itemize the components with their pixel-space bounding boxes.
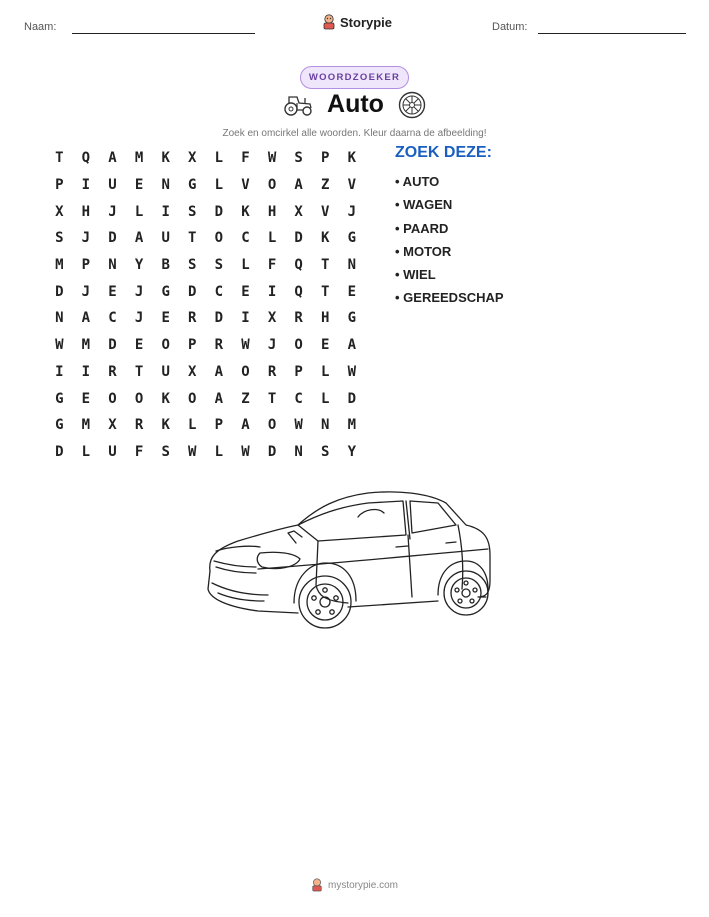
grid-letter[interactable]: L bbox=[267, 230, 277, 247]
tractor-icon bbox=[283, 94, 313, 116]
grid-letter[interactable]: O bbox=[267, 177, 277, 194]
grid-letter[interactable]: S bbox=[188, 203, 197, 220]
date-line[interactable] bbox=[538, 33, 686, 34]
grid-letter[interactable]: S bbox=[55, 230, 64, 247]
grid-letter[interactable]: T bbox=[267, 390, 277, 407]
grid-letter[interactable]: M bbox=[81, 417, 91, 434]
wheel-icon bbox=[398, 91, 426, 119]
grid-letter[interactable]: I bbox=[81, 177, 91, 194]
brand-logo bbox=[322, 14, 392, 30]
grid-letter[interactable]: D bbox=[55, 283, 64, 300]
grid-letter[interactable]: T bbox=[134, 363, 144, 380]
worksheet-header bbox=[0, 0, 709, 50]
grid-letter[interactable]: I bbox=[241, 310, 250, 327]
grid-letter[interactable]: G bbox=[347, 310, 357, 327]
grid-letter[interactable]: R bbox=[214, 337, 224, 354]
grid-letter[interactable]: J bbox=[81, 283, 91, 300]
grid-letter[interactable]: X bbox=[108, 417, 117, 434]
storypie-logo-icon bbox=[322, 14, 336, 30]
grid-letter[interactable]: T bbox=[321, 257, 330, 274]
word-list-item: • MOTOR bbox=[395, 243, 452, 259]
grid-letter[interactable]: J bbox=[134, 310, 144, 327]
grid-letter[interactable]: Q bbox=[294, 257, 303, 274]
word-list-item: • PAARD bbox=[395, 220, 449, 236]
grid-letter[interactable]: E bbox=[108, 283, 117, 300]
grid-letter[interactable]: J bbox=[267, 337, 277, 354]
grid-letter[interactable]: L bbox=[241, 257, 250, 274]
grid-letter[interactable]: K bbox=[161, 150, 170, 167]
grid-letter[interactable]: K bbox=[347, 150, 357, 167]
grid-letter[interactable]: D bbox=[214, 203, 224, 220]
grid-letter[interactable]: V bbox=[347, 177, 357, 194]
grid-letter[interactable]: P bbox=[321, 150, 330, 167]
grid-letter[interactable]: P bbox=[55, 177, 64, 194]
grid-letter[interactable]: X bbox=[188, 150, 197, 167]
grid-letter[interactable]: F bbox=[134, 443, 144, 460]
date-label: Datum: bbox=[492, 21, 528, 33]
grid-letter[interactable]: R bbox=[294, 310, 303, 327]
grid-letter[interactable]: D bbox=[188, 283, 197, 300]
grid-letter[interactable]: Q bbox=[81, 150, 91, 167]
grid-letter[interactable]: O bbox=[214, 230, 224, 247]
grid-letter[interactable]: W bbox=[267, 150, 277, 167]
grid-letter[interactable]: K bbox=[321, 230, 330, 247]
grid-letter[interactable]: J bbox=[81, 230, 91, 247]
grid-letter[interactable]: N bbox=[321, 417, 330, 434]
grid-letter[interactable]: G bbox=[347, 230, 357, 247]
grid-letter[interactable]: M bbox=[134, 150, 144, 167]
grid-letter[interactable]: U bbox=[108, 443, 117, 460]
grid-letter[interactable]: H bbox=[81, 203, 91, 220]
word-list-title: ZOEK DEZE: bbox=[395, 144, 492, 161]
grid-letter[interactable]: G bbox=[55, 390, 64, 407]
grid-letter[interactable]: T bbox=[321, 283, 330, 300]
worksheet-type-badge: WOORDZOEKER bbox=[300, 66, 409, 89]
grid-letter[interactable]: N bbox=[161, 177, 170, 194]
grid-letter[interactable]: D bbox=[347, 390, 357, 407]
grid-letter[interactable]: E bbox=[347, 283, 357, 300]
grid-letter[interactable]: N bbox=[294, 443, 303, 460]
grid-letter[interactable]: A bbox=[241, 417, 250, 434]
grid-letter[interactable]: E bbox=[161, 310, 170, 327]
footer-url[interactable]: mystorypie.com bbox=[327, 879, 398, 891]
grid-letter[interactable]: N bbox=[108, 257, 117, 274]
grid-letter[interactable]: D bbox=[55, 443, 64, 460]
grid-letter[interactable]: E bbox=[241, 283, 250, 300]
grid-letter[interactable]: L bbox=[81, 443, 91, 460]
grid-letter[interactable]: I bbox=[267, 283, 277, 300]
grid-letter[interactable]: I bbox=[55, 363, 64, 380]
grid-letter[interactable]: O bbox=[188, 390, 197, 407]
grid-letter[interactable]: D bbox=[108, 230, 117, 247]
grid-letter[interactable]: G bbox=[161, 283, 170, 300]
grid-letter[interactable]: S bbox=[294, 150, 303, 167]
car-coloring-image[interactable] bbox=[198, 485, 498, 637]
grid-letter[interactable]: S bbox=[214, 257, 224, 274]
grid-letter[interactable]: D bbox=[214, 310, 224, 327]
grid-letter[interactable]: R bbox=[267, 363, 277, 380]
grid-letter[interactable]: E bbox=[134, 337, 144, 354]
grid-letter[interactable]: L bbox=[214, 150, 224, 167]
grid-letter[interactable]: L bbox=[214, 443, 224, 460]
grid-letter[interactable]: L bbox=[321, 390, 330, 407]
word-list-item: • GEREEDSCHAP bbox=[395, 290, 504, 306]
grid-letter[interactable]: W bbox=[188, 443, 197, 460]
grid-letter[interactable]: P bbox=[188, 337, 197, 354]
grid-letter[interactable]: R bbox=[108, 363, 117, 380]
grid-letter[interactable]: Y bbox=[347, 443, 357, 460]
grid-letter[interactable]: X bbox=[294, 203, 303, 220]
grid-letter[interactable]: P bbox=[294, 363, 303, 380]
grid-letter[interactable]: G bbox=[55, 417, 64, 434]
grid-letter[interactable]: L bbox=[134, 203, 144, 220]
grid-letter[interactable]: K bbox=[161, 390, 170, 407]
brand-name: Storypie bbox=[340, 14, 393, 30]
name-line[interactable] bbox=[72, 33, 255, 34]
grid-letter[interactable]: U bbox=[161, 230, 170, 247]
grid-letter[interactable]: O bbox=[267, 417, 277, 434]
grid-letter[interactable]: I bbox=[81, 363, 91, 380]
grid-letter[interactable]: M bbox=[55, 257, 64, 274]
grid-letter[interactable]: K bbox=[161, 417, 170, 434]
grid-letter[interactable]: X bbox=[55, 203, 64, 220]
grid-letter[interactable]: Y bbox=[134, 257, 144, 274]
word-list-item: • WIEL bbox=[395, 267, 436, 283]
word-search-grid bbox=[46, 145, 365, 465]
grid-letter[interactable]: A bbox=[347, 337, 357, 354]
grid-letter[interactable]: F bbox=[241, 150, 250, 167]
storypie-logo-icon bbox=[311, 878, 323, 892]
grid-letter[interactable]: C bbox=[241, 230, 250, 247]
grid-letter[interactable]: A bbox=[214, 363, 224, 380]
grid-letter[interactable]: O bbox=[108, 390, 117, 407]
worksheet-title: Auto bbox=[327, 90, 384, 118]
grid-letter[interactable]: R bbox=[134, 417, 144, 434]
grid-letter[interactable]: Z bbox=[241, 390, 250, 407]
grid-letter[interactable]: A bbox=[294, 177, 303, 194]
grid-letter[interactable]: K bbox=[241, 203, 250, 220]
grid-letter[interactable]: T bbox=[188, 230, 197, 247]
grid-letter[interactable]: P bbox=[81, 257, 91, 274]
grid-letter[interactable]: B bbox=[161, 257, 170, 274]
grid-letter[interactable]: U bbox=[161, 363, 170, 380]
name-label: Naam: bbox=[24, 21, 57, 33]
grid-letter[interactable]: A bbox=[108, 150, 117, 167]
grid-letter[interactable]: E bbox=[321, 337, 330, 354]
grid-letter[interactable]: C bbox=[214, 283, 224, 300]
grid-letter[interactable]: A bbox=[214, 390, 224, 407]
grid-letter[interactable]: S bbox=[188, 257, 197, 274]
grid-letter[interactable]: N bbox=[347, 257, 357, 274]
grid-letter[interactable]: V bbox=[321, 203, 330, 220]
grid-letter[interactable]: I bbox=[161, 203, 170, 220]
instructions: Zoek en omcirkel alle woorden. Kleur daarna de afbeelding! bbox=[222, 128, 487, 139]
grid-letter[interactable]: A bbox=[134, 230, 144, 247]
grid-letter[interactable]: O bbox=[161, 337, 170, 354]
grid-letter[interactable]: E bbox=[134, 177, 144, 194]
grid-letter[interactable]: L bbox=[188, 417, 197, 434]
title-row bbox=[0, 90, 709, 119]
grid-letter[interactable]: S bbox=[321, 443, 330, 460]
grid-letter[interactable]: H bbox=[321, 310, 330, 327]
grid-letter[interactable]: E bbox=[81, 390, 91, 407]
grid-letter[interactable]: Q bbox=[294, 283, 303, 300]
grid-letter[interactable]: W bbox=[241, 337, 250, 354]
grid-letter[interactable]: C bbox=[108, 310, 117, 327]
grid-letter[interactable]: D bbox=[267, 443, 277, 460]
grid-letter[interactable]: O bbox=[294, 337, 303, 354]
grid-letter[interactable]: D bbox=[294, 230, 303, 247]
grid-letter[interactable]: F bbox=[267, 257, 277, 274]
grid-letter[interactable]: G bbox=[188, 177, 197, 194]
grid-letter[interactable]: S bbox=[161, 443, 170, 460]
grid-letter[interactable]: J bbox=[108, 203, 117, 220]
grid-letter[interactable]: M bbox=[81, 337, 91, 354]
word-list-item: • AUTO bbox=[395, 174, 440, 189]
grid-letter[interactable]: X bbox=[188, 363, 197, 380]
grid-letter[interactable]: W bbox=[347, 363, 357, 380]
grid-letter[interactable]: A bbox=[81, 310, 91, 327]
grid-letter[interactable]: H bbox=[267, 203, 277, 220]
grid-letter[interactable]: P bbox=[214, 417, 224, 434]
word-list bbox=[395, 144, 504, 310]
grid-letter[interactable]: L bbox=[321, 363, 330, 380]
grid-letter[interactable]: M bbox=[347, 417, 357, 434]
grid-letter[interactable]: W bbox=[241, 443, 250, 460]
grid-letter[interactable]: L bbox=[214, 177, 224, 194]
grid-letter[interactable]: C bbox=[294, 390, 303, 407]
grid-letter[interactable]: W bbox=[294, 417, 303, 434]
grid-letter[interactable]: V bbox=[241, 177, 250, 194]
grid-letter[interactable]: O bbox=[134, 390, 144, 407]
grid-letter[interactable]: J bbox=[134, 283, 144, 300]
grid-letter[interactable]: O bbox=[241, 363, 250, 380]
grid-letter[interactable]: W bbox=[55, 337, 64, 354]
footer bbox=[0, 878, 709, 892]
grid-letter[interactable]: Z bbox=[321, 177, 330, 194]
grid-letter[interactable]: T bbox=[55, 150, 64, 167]
grid-letter[interactable]: J bbox=[347, 203, 357, 220]
grid-letter[interactable]: D bbox=[108, 337, 117, 354]
grid-letter[interactable]: X bbox=[267, 310, 277, 327]
word-list-item: • WAGEN bbox=[395, 197, 453, 213]
grid-letter[interactable]: R bbox=[188, 310, 197, 327]
grid-letter[interactable]: U bbox=[108, 177, 117, 194]
grid-letter[interactable]: N bbox=[55, 310, 64, 327]
